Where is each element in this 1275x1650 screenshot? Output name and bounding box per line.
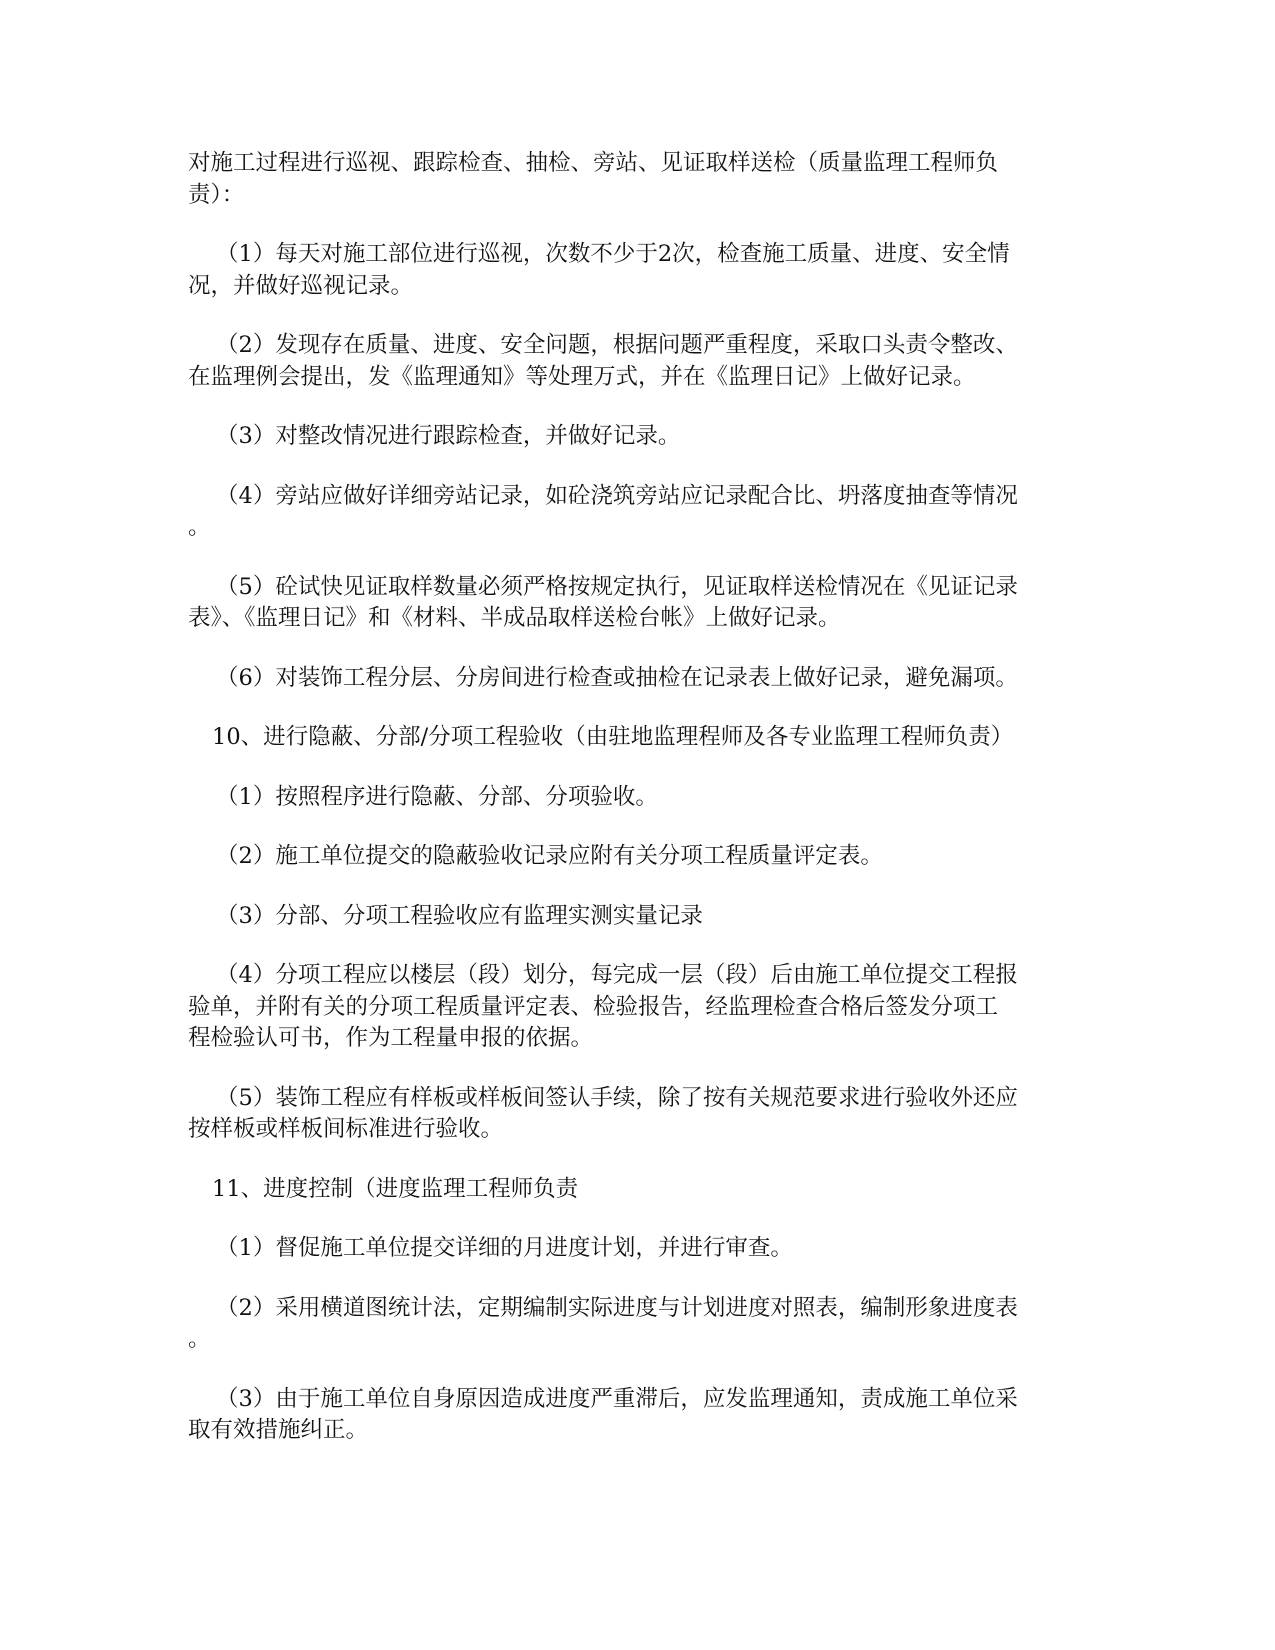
text-line: 况，并做好巡视记录。 [188,272,414,299]
item-10-2 [188,841,1100,873]
text-line: （1）按照程序进行隐蔽、分部、分项验收。 [216,783,658,810]
item-9-4 [188,481,1100,544]
text-line: 验单，并附有关的分项工程质量评定表、检验报告，经监理检查合格后签发分项工 [188,993,999,1020]
text-line: （5）装饰工程应有样板或样板间签认手续，除了按有关规范要求进行验收外还应 [216,1084,1018,1111]
text-line: （4）分项工程应以楼层（段）划分，每完成一层（段）后由施工单位提交工程报 [216,962,1018,988]
text-line: （2）采用横道图统计法，定期编制实际进度与计划进度对照表，编制形象进度表 [216,1294,1018,1321]
item-9-2 [188,330,1100,393]
text-line: （2）施工单位提交的隐蔽验收记录应附有关分项工程质量评定表。 [216,843,883,869]
text-line: （3）分部、分项工程验收应有监理实测实量记录 [216,902,703,929]
text-line: 表》、《监理日记》和《材料、半成品取样送检台帐》上做好记录。 [188,605,841,631]
text-line: 按样板或样板间标准进行验收。 [188,1116,504,1142]
text-line: 对施工过程进行巡视、跟踪检查、抽检、旁站、见证取样送检（质量监理工程师负 [188,150,999,176]
item-10-4 [188,960,1100,1055]
text-line: 责）： [188,181,245,208]
item-9-5 [188,572,1100,635]
text-line: （4）旁站应做好详细旁站记录，如砼浇筑旁站应记录配合比、坍落度抽查等情况 [216,482,1018,509]
text-line: 11、进度控制（进度监理工程师负责 [212,1175,579,1202]
text-line: （1）每天对施工部位进行巡视，次数不少于2次，检查施工质量、进度、安全情 [216,241,1010,267]
text-line: 取有效措施纠正。 [188,1417,369,1443]
item-10-3 [188,901,1100,933]
item-9-6 [188,663,1100,695]
text-line: （5）砼试快见证取样数量必须严格按规定执行，见证取样送检情况在《见证记录 [216,573,1018,600]
item-10-1 [188,782,1100,814]
intro-paragraph [188,148,1100,211]
text-line: 。 [188,514,211,540]
text-line: （1）督促施工单位提交详细的月进度计划，并进行审查。 [216,1235,793,1261]
section-11-heading [188,1174,1100,1206]
text-line: （3）由于施工单位自身原因造成进度严重滞后，应发监理通知，责成施工单位采 [216,1385,1018,1412]
text-line: 。 [188,1326,211,1352]
text-line: （3）对整改情况进行跟踪检查，并做好记录。 [216,423,681,449]
text-line: 程检验认可书，作为工程量申报的依据。 [188,1025,594,1051]
text-line: （2）发现存在质量、进度、安全问题，根据问题严重程度，采取口头责令整改、 [216,332,1018,358]
text-line: 在监理例会提出，发《监理通知》等处理万式，并在《监理日记》上做好记录。 [188,363,976,390]
text-line: （6）对装饰工程分层、分房间进行检查或抽检在记录表上做好记录，避免漏项。 [216,664,1018,691]
item-10-5 [188,1083,1100,1146]
item-9-3 [188,421,1100,453]
item-11-3 [188,1384,1100,1447]
section-10-heading [188,722,1100,754]
item-9-1 [188,239,1100,302]
text-line: 10、进行隐蔽、分部/分项工程验收（由驻地监理程师及各专业监理工程师负责） [212,724,1014,750]
item-11-2 [188,1293,1100,1356]
document-page [188,148,1100,1475]
item-11-1 [188,1233,1100,1265]
